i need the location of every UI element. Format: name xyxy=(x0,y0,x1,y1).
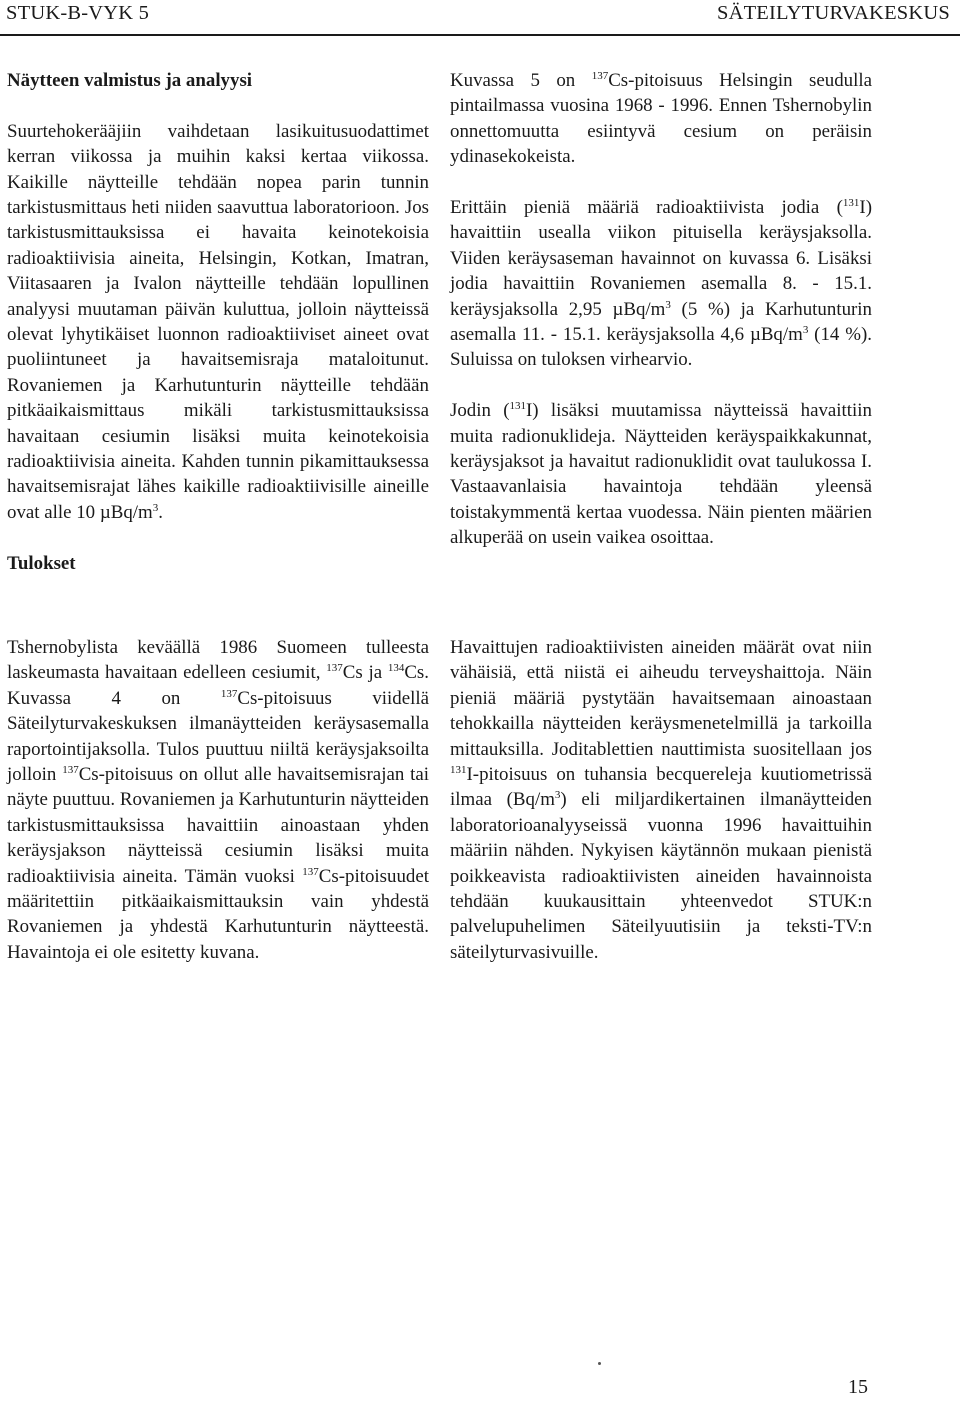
left-column-lower xyxy=(7,635,429,965)
section-heading-results: Tulokset xyxy=(7,552,76,574)
right-column-upper xyxy=(450,68,872,551)
header-rule xyxy=(0,34,960,36)
paragraph-results: Tshernobylista keväällä 1986 Suomeen tulleesta laskeumasta havaitaan edelleen cesiumit, $^{137}$Cs ja $^{134}$Cs. Kuvassa 4 on $^{137}$Cs-pitoisuus viidellä Säteilyturvakeskuksen ilmanäytteiden keräysasemalla raportointijaksolla. Tulos puuttuu niiltä keräysjaksoilta jolloin $^{137}$Cs-pitoisuus on ollut alle havaitsemisrajan tai näyte puuttuu. Rovaniemen ja Karhutunturin näytteiden tarkistusmittauksissa havaittiin ainoastaan yhden keräysjakson näytteissä cesiumin lisäksi muita radioaktiivisia aineita. Tämän vuoksi $^{137}$Cs-pitoisuudet määritettiin pitkäaikaismittauksin vain yhdestä Rovaniemen ja yhdestä Karhutunturin näytteestä. Havaintoja ei ole esitetty kuvana. xyxy=(7,637,429,963)
paragraph-health-effects: Havaittujen radioaktiivisten aineiden määrät ovat niin vähäisiä, että niistä ei aiheudu terveyshaittoja. Näin pieniä määriä pystytään havaitsemaan ainoastaan tehokkailla näytteiden keräysmenetelmillä ja tarkoilla mittauksilla. Joditablettien nauttimista suositellaan jos $^{131}$I-pitoisuus on tuhansia becquereleja kuutiometrissä ilmaa $(Bq/m^3)$ eli miljardikertainen ilmanäytteiden laboratorioanalyyseissä vuonna 1996 havaittuihin määriin nähden. Nykyisen käytännön mukaan pienistä poikkeavista radioaktiivisten aineiden havainnoista tehdään kuukausittain yhteenvedot STUK:n palvelupuhelimen Säteilyuutisiin ja teksti-TV:n säteilyturvasivuille. xyxy=(450,637,872,963)
paragraph-figure-5: Kuvassa 5 on $^{137}$Cs-pitoisuus Helsingin seudulla pintailmassa vuosina 1968 - 1996. Ennen Tshernobylin onnettomuutta esiintyvä cesium on peräisin ydinasekokeista. xyxy=(450,70,872,168)
section-heading-sample-prep: Näytteen valmistus ja analyysi xyxy=(7,70,253,91)
paragraph-iodine: Erittäin pieniä määriä radioaktiivista jodia ($^{131}$I) havaittiin usealla viikon pituisella keräysjaksolla. Viiden keräysaseman havainnot on kuvassa 6. Lisäksi jodia havaittiin Rovaniemen asemalla 8. - 15.1. keräysjaksolla 2,95 µBq/$m^3$ (5 %) ja Karhutunturin asemalla 11. - 15.1. keräysjaksolla 4,6 µBq/$m^3$ (14 %). Suluissa on tuloksen virhearvio. xyxy=(450,197,873,371)
publisher-name: SÄTEILYTURVAKESKUS xyxy=(716,2,950,24)
scan-speck xyxy=(598,1362,601,1365)
page-number: 15 xyxy=(848,1376,868,1398)
left-column-upper xyxy=(7,68,429,601)
running-header xyxy=(6,2,950,32)
right-column-lower xyxy=(450,635,872,965)
paragraph-sample-prep: Suurtehokerääjiin vaihdetaan lasikuitusuodattimet kerran viikossa ja muihin kaksi kertaa viikossa. Kaikille näytteille tehdään nopea parin tunnin tarkistusmittaus heti niiden saavuttua laboratorioon. Jos tarkistusmittauksissa ei havaita keinotekoisia radioaktiivisia aineita, Helsingin, Kotkan, Imatran, Viitasaaren ja Ivalon näytteille tehdään lopullinen analyysi muutaman päivän kuluttua, jolloin näytteissä olevat lyhytikäiset luonnon radioaktiiviset aineet ovat puoliintuneet ja havaitsemisraja mataloitunut. Rovaniemen ja Karhutunturin näytteille tehdään pitkäaikaismittaus mikäli tarkistusmittauksissa havaitaan cesiumin lisäksi muita keinotekoisia radioaktiivisia aineita. Kahden tunnin pikamittauksessa havaitsemisrajat lähes kaikille radioaktiivisille aineille ovat alle 10 µBq/$m^3$. xyxy=(7,120,429,523)
series-code: STUK-B-VYK 5 xyxy=(6,2,150,24)
paragraph-other-nuclides: Jodin ($^{131}$I) lisäksi muutamissa näytteissä havaittiin muita radionuklideja. Näytteiden keräyspaikkakunnat, keräysjaksot ja havaitut radionuklidit ovat taulukossa I. Vastaavanlaisia havaintoja tehdään yleensä toistakymmentä kertaa vuodessa. Näin pienten määrien alkuperää on usein vaikea osoittaa. xyxy=(450,400,872,549)
